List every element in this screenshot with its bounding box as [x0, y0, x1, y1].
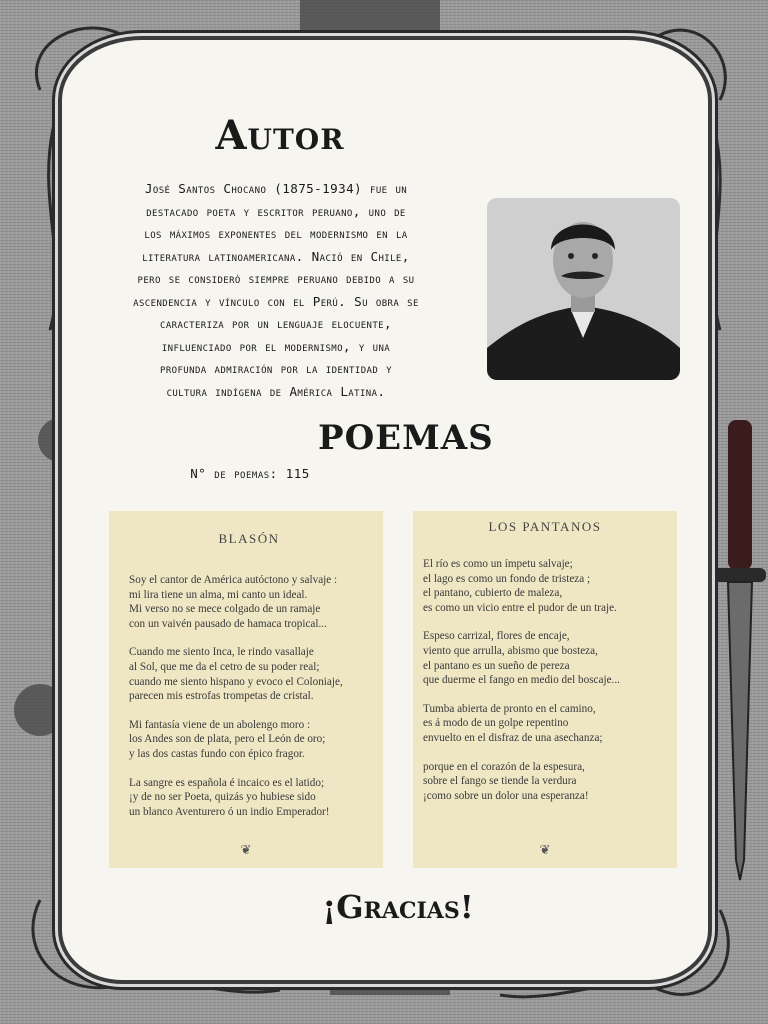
poem-line: sobre el fango se tiende la verdura — [423, 775, 577, 788]
poem-line: viento que arrulla, abismo que bosteza, — [423, 644, 598, 657]
poem-line: porque en el corazón de la espesura, — [423, 760, 585, 773]
poem-line: un blanco Aventurero ó un indio Emperador! — [129, 805, 330, 818]
bio-line: cultura indígena de América Latina. — [166, 383, 386, 399]
poem-stanza — [423, 557, 667, 615]
poem-line: El río es como un ímpetu salvaje; — [423, 558, 573, 570]
poem-line: parecen mis estrofas trompetas de cristal. — [129, 690, 314, 703]
bio-line: pero se consideró siempre peruano debido a su — [137, 271, 415, 286]
poem-line: y las dos castas fundo con épico fragor. — [129, 747, 305, 760]
poem-line: con un vaivén pausado de hamaca tropical... — [129, 617, 327, 630]
bio-line: literatura latinoamericana. Nació en Chile, — [142, 248, 410, 264]
poem-card-los-pantanos — [413, 511, 677, 868]
poem-line: Espeso carrizal, flores de encaje, — [423, 630, 570, 643]
poem-line: el lago es como un fondo de tristeza ; — [423, 572, 591, 585]
poem-line: el pantano, cubierto de maleza, — [423, 587, 563, 600]
poem-line: ¡y de no ser Poeta, quizás yo hubiese sido — [129, 791, 316, 804]
bio-line: José Santos Chocano (1875-1934) fue un — [144, 181, 408, 196]
poem-stanza — [423, 702, 667, 746]
poem-line: al Sol, que me da el cetro de su poder real; — [129, 660, 320, 673]
poem-stanza — [129, 645, 369, 703]
poem-line: Tumba abierta de pronto en el camino, — [423, 702, 596, 715]
poem-stanza — [423, 760, 667, 804]
poem-line: el pantano es un sueño de pereza — [423, 659, 570, 672]
poem-title: BLASÓN — [218, 531, 280, 546]
poem-line: Cuando me siento Inca, le rindo vasallaje — [129, 646, 314, 659]
author-bio — [96, 178, 456, 403]
fleuron-ornament: ❦ — [240, 842, 252, 857]
poem-line: envuelto en el disfraz de una asechanza; — [423, 731, 603, 744]
bio-line: profunda admiración por la identidad y — [160, 361, 392, 376]
author-title: Autor — [215, 112, 345, 159]
poem-line: es á modo de un golpe repentino — [423, 717, 569, 730]
poem-line: cuando me siento hispano y evoco el Coloniaje, — [129, 675, 343, 688]
poem-line: Mi fantasía viene de un abolengo moro : — [129, 718, 311, 731]
poem-stanza — [129, 776, 369, 820]
poem-line: ¡como sobre un dolor una esperanza! — [423, 789, 589, 802]
poem-line: los Andes son de plata, pero el León de oro; — [129, 733, 326, 746]
bio-line: influenciado por el modernismo, y una — [161, 338, 391, 354]
poem-count: N° de poemas: 115 — [190, 466, 310, 481]
fleuron-ornament: ❦ — [539, 842, 551, 857]
author-portrait — [487, 198, 680, 380]
poems-title: POEMAS — [318, 418, 494, 458]
poem-stanza — [129, 718, 369, 762]
bio-line: los máximos exponentes del modernismo en la — [144, 226, 408, 241]
poem-line: La sangre es española é incaico es el latido; — [129, 776, 325, 789]
bio-line: caracteriza por un lenguaje elocuente, — [160, 316, 392, 331]
closing-thanks: ¡Gracias! — [322, 888, 474, 926]
bio-line: ascendencia y vínculo con el Perú. Su obra se — [133, 293, 419, 309]
poem-line: es como un vicio entre el pudor de un traje. — [423, 601, 617, 614]
poem-line: que duerme el fango en medio del boscaje... — [423, 674, 620, 687]
poem-line: Soy el cantor de América autóctono y salvaje : — [129, 574, 338, 586]
poem-stanza — [423, 629, 667, 687]
poem-stanza — [129, 573, 369, 631]
poem-line: Mi verso no se mece colgado de un ramaje — [129, 603, 321, 616]
poem-title: LOS PANTANOS — [488, 519, 602, 534]
bio-line: destacado poeta y escritor peruano, uno de — [146, 203, 406, 219]
poem-line: mi lira tiene un alma, mi canto un ideal. — [129, 588, 308, 601]
poem-card-blason — [109, 511, 383, 868]
